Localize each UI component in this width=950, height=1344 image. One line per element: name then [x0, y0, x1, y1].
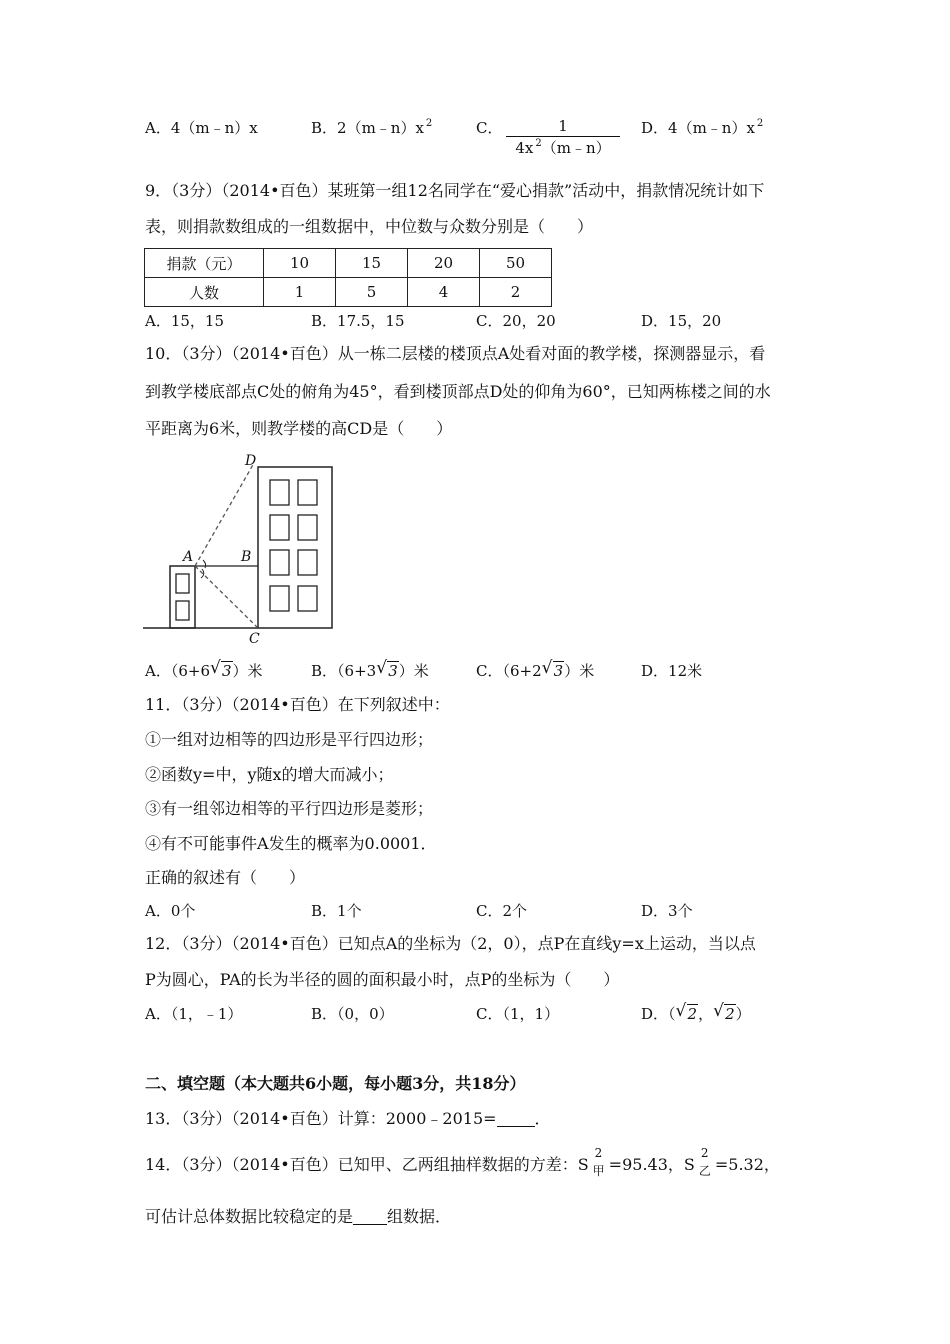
- label-d: D: [245, 453, 257, 469]
- radicand: 3: [222, 662, 232, 680]
- q14-line1-pre: 14．（3分）（2014•百色）已知甲、乙两组抽样数据的方差：S: [145, 1155, 589, 1174]
- q14-sup1: 2: [594, 1146, 603, 1160]
- tall-window: [298, 515, 317, 540]
- label-a: A: [183, 549, 194, 565]
- radicand: 2: [687, 1005, 698, 1023]
- table-cell: 5: [336, 278, 408, 307]
- q8-c-den-rest: （m﹣n）: [541, 139, 611, 157]
- angle-arc-up: [203, 560, 206, 568]
- q11-line1: 11．（3分）（2014•百色）在下列叙述中：: [145, 695, 450, 714]
- q8-option-c-denominator: [506, 137, 620, 162]
- radical-icon: √: [675, 1001, 687, 1021]
- q14-val2: =5.32，: [714, 1155, 780, 1174]
- q8-option-d: [641, 118, 763, 141]
- radical-icon: √: [541, 658, 553, 678]
- section-2-title: 二、填空题（本大题共6小题，每小题3分，共18分）: [145, 1074, 526, 1093]
- q14-s1-index: [592, 1146, 609, 1178]
- q14-line2: [145, 1206, 451, 1228]
- q12-option-d: [641, 1001, 751, 1024]
- tall-window: [298, 480, 317, 505]
- table-row: [145, 249, 552, 278]
- radicand: 2: [725, 1005, 735, 1023]
- q8-option-d-text: D．4（m﹣n）x: [641, 119, 755, 137]
- q11-statement-4: ④有不可能事件A发生的概率为0.0001．: [145, 834, 437, 853]
- q12-d-post: ）: [735, 1005, 751, 1023]
- q8-option-d-exponent: 2: [756, 118, 764, 129]
- tall-window: [298, 550, 317, 575]
- q10-b-pre: B．（6+3: [311, 662, 377, 680]
- q8-c-den-base: 4x: [515, 139, 534, 157]
- q9-donation-table: [144, 248, 552, 307]
- q10-option-a: [145, 658, 263, 681]
- q8-option-c-fraction: [506, 116, 620, 162]
- q10-line1: 10．（3分）（2014•百色）从一栋二层楼的楼顶点A处看对面的教学楼，探测器显示，看: [145, 344, 766, 363]
- q11-option-a: A．0个: [145, 902, 196, 920]
- q10-line3: 平距离为6米，则教学楼的高CD是（ ）: [145, 419, 453, 438]
- tall-building: [258, 467, 332, 628]
- small-window: [176, 574, 189, 593]
- q9-option-d: D．15，20: [641, 312, 722, 330]
- q13-end: ．: [534, 1109, 551, 1128]
- q14-line2-post: 组数据．: [387, 1207, 452, 1226]
- q11-option-d: D．3个: [641, 902, 693, 920]
- tall-window: [270, 550, 289, 575]
- table-row: [145, 278, 552, 307]
- q10-c-suffix: ）米: [564, 662, 595, 680]
- q13-text: [145, 1108, 551, 1130]
- q11-ask: 正确的叙述有（ ）: [145, 868, 306, 887]
- q8-option-b-text: B．2（m﹣n）x: [311, 119, 424, 137]
- q13-answer-blank: [497, 1112, 535, 1127]
- q9-option-a: A．15，15: [145, 312, 225, 330]
- sqrt-symbol: [541, 658, 565, 681]
- radical-icon: √: [376, 658, 388, 678]
- q11-statement-1: ①一组对边相等的四边形是平行四边形；: [145, 730, 434, 749]
- table-cell: 20: [408, 249, 480, 278]
- q12-option-c: C．（1，1）: [476, 1005, 560, 1023]
- sqrt-symbol: [713, 1001, 736, 1024]
- label-b: B: [241, 549, 252, 565]
- q8-c-den-exponent: 2: [535, 138, 542, 149]
- sqrt-symbol: [210, 658, 233, 681]
- q10-option-c: [476, 658, 595, 681]
- q10-building-diagram: [140, 450, 340, 645]
- q11-option-c: C．2个: [476, 902, 528, 920]
- q12-line1: 12．（3分）（2014•百色）已知点A的坐标为（2，0），点P在直线y=x上运动，当以点: [145, 934, 756, 953]
- q10-option-b: [311, 658, 429, 681]
- sqrt-symbol: [376, 658, 399, 681]
- q10-line2: 到教学楼底部点C处的俯角为45°，看到楼顶部点D处的仰角为60°，已知两栋楼之间的水: [145, 382, 771, 401]
- label-c: C: [249, 631, 260, 645]
- table-cell: 15: [336, 249, 408, 278]
- q8-option-c-numerator: 1: [506, 116, 620, 137]
- q12-line2: P为圆心，PA的长为半径的圆的面积最小时，点P的坐标为（ ）: [145, 970, 620, 989]
- q12-d-mid: ，: [698, 1005, 714, 1023]
- radical-icon: √: [713, 1001, 724, 1021]
- table-cell: 4: [408, 278, 480, 307]
- table-cell: 2: [480, 278, 552, 307]
- small-window: [176, 601, 189, 620]
- q8-option-c-label: C．: [476, 119, 503, 137]
- q10-c-pre: C．（6+2: [476, 662, 542, 680]
- sight-line-ac: [195, 566, 258, 628]
- q9-line2: 表，则捐款数组成的一组数据中，中位数与众数分别是（ ）: [145, 217, 594, 236]
- q8-option-a: A．4（m﹣n）x: [145, 119, 258, 137]
- q9-line1: 9．（3分）（2014•百色）某班第一组12名同学在“爱心捐款”活动中，捐款情况统计如下: [145, 181, 765, 200]
- q8-option-b: [311, 118, 432, 141]
- q14-sub2: 乙: [698, 1164, 711, 1178]
- q14-sup2: 2: [700, 1146, 709, 1160]
- q9-option-b: B．17.5，15: [311, 312, 405, 330]
- q12-d-pre: D．（: [641, 1005, 676, 1023]
- q10-b-suffix: ）米: [398, 662, 429, 680]
- q11-statement-3: ③有一组邻边相等的平行四边形是菱形；: [145, 799, 434, 818]
- q8-option-b-exponent: 2: [425, 118, 433, 129]
- q14-answer-blank: [353, 1210, 387, 1225]
- q10-option-d: D．12米: [641, 662, 703, 680]
- q14-line1: [145, 1146, 780, 1178]
- tall-window: [270, 586, 289, 611]
- q14-sub1: 甲: [592, 1164, 605, 1178]
- radicand: 3: [553, 662, 564, 680]
- table-cell: 1: [264, 278, 336, 307]
- radicand: 3: [388, 662, 398, 680]
- small-building: [170, 566, 195, 628]
- q13-body: 13．（3分）（2014•百色）计算：2000﹣2015=: [145, 1109, 497, 1128]
- tall-window: [270, 515, 289, 540]
- tall-window: [298, 586, 317, 611]
- q14-val1: =95.43，S: [608, 1155, 695, 1174]
- q11-statement-2: ②函数y=中，y随x的增大而减小；: [145, 765, 394, 784]
- q12-option-a: A．（1，﹣1）: [145, 1005, 243, 1023]
- q14-s2-index: [698, 1146, 715, 1178]
- tall-window: [270, 480, 289, 505]
- q9-option-c: C．20，20: [476, 312, 556, 330]
- q10-a-pre: A．（6+6: [145, 662, 210, 680]
- q14-line2-pre: 可估计总体数据比较稳定的是: [145, 1207, 354, 1226]
- radical-icon: √: [210, 658, 221, 678]
- table-header-count: 人数: [145, 278, 264, 307]
- q12-option-b: B．（0，0）: [311, 1005, 394, 1023]
- table-cell: 50: [480, 249, 552, 278]
- q11-option-b: B．1个: [311, 902, 362, 920]
- q10-a-suffix: ）米: [232, 662, 263, 680]
- table-cell: 10: [264, 249, 336, 278]
- sqrt-symbol: [675, 1001, 699, 1024]
- table-header-donation: 捐款（元）: [145, 249, 264, 278]
